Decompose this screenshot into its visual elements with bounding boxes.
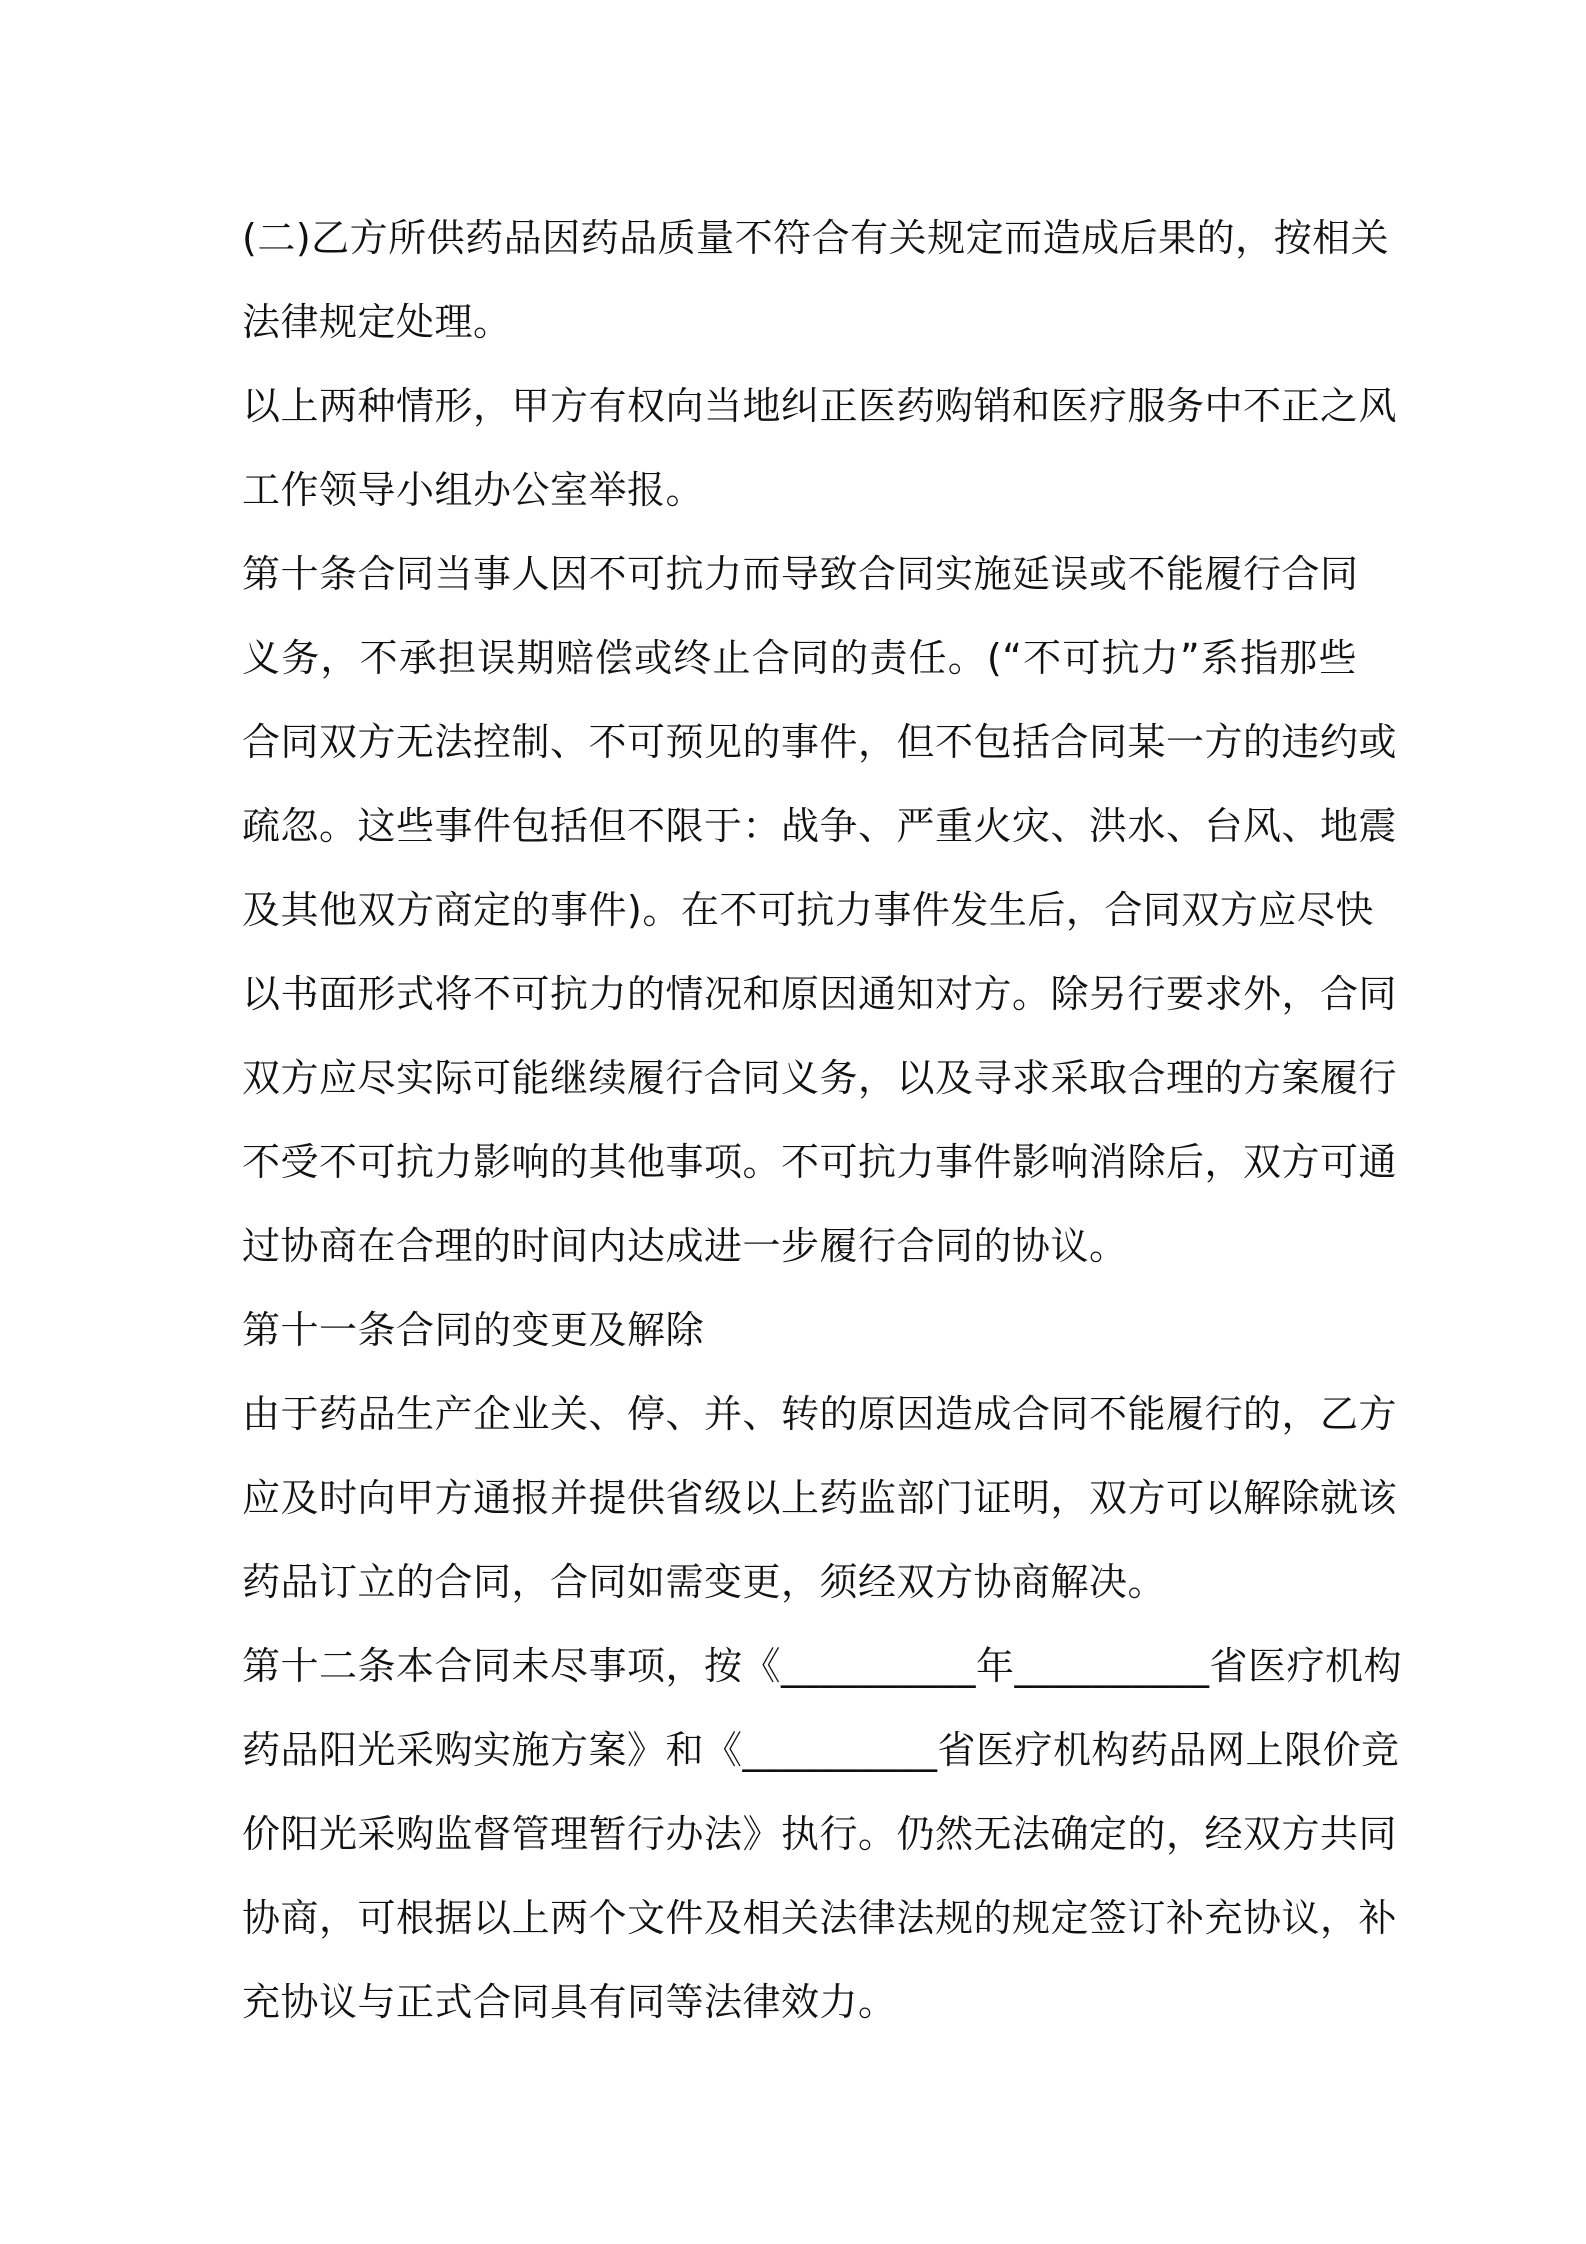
paragraph-article-11-body	[242, 1372, 1398, 1624]
text-line: 及其他双方商定的事件)。在不可抗力事件发生后，合同双方应尽快	[242, 888, 1374, 932]
text-line: 义务，不承担误期赔偿或终止合同的责任。(“不可抗力”系指那些	[242, 636, 1357, 680]
text-line: 法律规定处理。	[242, 300, 512, 344]
heading-article-11	[242, 1288, 1357, 1372]
text-line: 合同双方无法控制、不可预见的事件，但不包括合同某一方的违约或	[242, 720, 1398, 764]
paragraph-report-rights	[242, 364, 1398, 532]
text-line: 过协商在合理的时间内达成进一步履行合同的协议。	[242, 1224, 1128, 1268]
text-line: 充协议与正式合同具有同等法律效力。	[242, 1980, 897, 2024]
text-line: 药品订立的合同，合同如需变更，须经双方协商解决。	[242, 1560, 1167, 1604]
text-line: 工作领导小组办公室举报。	[242, 468, 705, 512]
paragraph-quality-liability	[242, 196, 1390, 364]
text-line: 双方应尽实际可能继续履行合同义务，以及寻求采取合理的方案履行	[242, 1056, 1398, 1100]
text-line: 第十一条合同的变更及解除	[242, 1308, 705, 1352]
paragraph-article-10-force-majeure	[242, 532, 1398, 1288]
text-line: 第十二条本合同未尽事项，按《__________年__________省医疗机构	[242, 1644, 1403, 1688]
text-line: 应及时向甲方通报并提供省级以上药监部门证明，双方可以解除就该	[242, 1476, 1398, 1520]
text-line: (二)乙方所供药品因药品质量不符合有关规定而造成后果的，按相关	[242, 216, 1390, 260]
text-line: 药品阳光采购实施方案》和《__________省医疗机构药品网上限价竞	[242, 1728, 1400, 1772]
document-body	[242, 196, 1403, 2044]
text-line: 疏忽。这些事件包括但不限于：战争、严重火灾、洪水、台风、地震	[242, 804, 1398, 848]
text-line: 不受不可抗力影响的其他事项。不可抗力事件影响消除后，双方可通	[242, 1140, 1398, 1184]
text-line: 协商，可根据以上两个文件及相关法律法规的规定签订补充协议，补	[242, 1896, 1398, 1940]
text-line: 以书面形式将不可抗力的情况和原因通知对方。除另行要求外，合同	[242, 972, 1398, 1016]
text-line: 第十条合同当事人因不可抗力而导致合同实施延误或不能履行合同	[242, 552, 1359, 596]
text-line: 以上两种情形，甲方有权向当地纠正医药购销和医疗服务中不正之风	[242, 384, 1398, 428]
text-line: 价阳光采购监督管理暂行办法》执行。仍然无法确定的，经双方共同	[242, 1812, 1398, 1856]
paragraph-article-12	[242, 1624, 1403, 2044]
text-line: 由于药品生产企业关、停、并、转的原因造成合同不能履行的，乙方	[242, 1392, 1398, 1436]
